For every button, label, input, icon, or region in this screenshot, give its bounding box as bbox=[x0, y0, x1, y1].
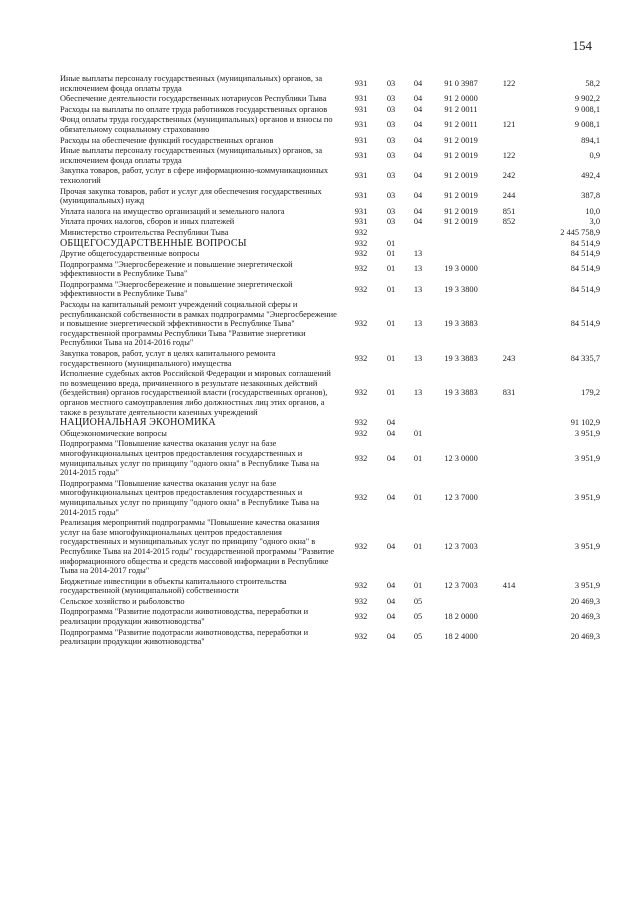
row-subsection: 04 bbox=[413, 104, 423, 114]
row-section: 04 bbox=[386, 453, 396, 463]
row-description: Уплата налога на имущество организаций и земельного налога bbox=[60, 206, 285, 216]
row-amount: 492,4 bbox=[581, 171, 600, 181]
row-section: 01 bbox=[386, 284, 396, 294]
row-target-article: 18 2 0000 bbox=[444, 612, 478, 622]
row-amount: 179,2 bbox=[581, 388, 600, 398]
row-description: Расходы на капитальный ремонт учреждений социальной сферы и республиканской собственности в рамках подпрограммы "Энергосбережение и повышение энергетической эффективности в Республике Тыва" государственной программы Республики Тыва "Развитие энергетики Республики Тыва на 2014-2016 годы" bbox=[60, 300, 337, 348]
row-target-article: 91 2 0011 bbox=[444, 104, 478, 114]
row-subsection: 01 bbox=[413, 581, 423, 591]
row-description: Подпрограмма "Развитие подотрасли животноводства, переработки и реализации продукции животноводства" bbox=[60, 607, 309, 627]
row-ministry-code: 932 bbox=[354, 238, 368, 248]
row-ministry-code: 931 bbox=[354, 120, 368, 130]
row-amount: 3 951,9 bbox=[574, 428, 600, 438]
row-amount: 84 514,9 bbox=[570, 238, 600, 248]
row-subsection: 04 bbox=[413, 217, 423, 227]
row-subsection: 13 bbox=[413, 284, 423, 294]
row-ministry-code: 932 bbox=[354, 319, 368, 329]
row-amount: 9 008,1 bbox=[574, 104, 600, 114]
table-row bbox=[60, 439, 600, 477]
row-ministry-code: 932 bbox=[354, 249, 368, 259]
table-row bbox=[60, 418, 600, 428]
row-section: 01 bbox=[386, 238, 396, 248]
row-description: Подпрограмма "Энергосбережение и повышение энергетической эффективности в Республике Тыва" bbox=[60, 259, 293, 279]
row-target-article: 18 2 4000 bbox=[444, 632, 478, 642]
table-row bbox=[60, 115, 600, 134]
budget-table bbox=[60, 74, 600, 647]
row-expense-type: 244 bbox=[502, 191, 516, 201]
row-description: ОБЩЕГОСУДАРСТВЕННЫЕ ВОПРОСЫ bbox=[60, 237, 247, 249]
row-subsection: 01 bbox=[413, 453, 423, 463]
table-row bbox=[60, 136, 600, 146]
table-row bbox=[60, 300, 600, 348]
row-ministry-code: 932 bbox=[354, 264, 368, 274]
row-description: Бюджетные инвестиции в объекты капитального строительства государственной (муниципальной) собственности bbox=[60, 576, 287, 596]
row-ministry-code: 931 bbox=[354, 150, 368, 160]
row-description: Подпрограмма "Развитие подотрасли животноводства, переработки и реализации продукции животноводства" bbox=[60, 627, 309, 647]
row-section: 04 bbox=[386, 418, 396, 428]
row-target-article: 91 2 0019 bbox=[444, 135, 478, 145]
row-expense-type: 243 bbox=[502, 353, 516, 363]
row-description: Обеспечение деятельности государственных нотариусов Республики Тыва bbox=[60, 94, 327, 104]
page-number: 154 bbox=[572, 38, 592, 53]
row-ministry-code: 931 bbox=[354, 104, 368, 114]
row-amount: 3 951,9 bbox=[574, 453, 600, 463]
row-subsection: 01 bbox=[413, 493, 423, 503]
row-ministry-code: 932 bbox=[354, 632, 368, 642]
row-target-article: 19 3 3883 bbox=[444, 319, 478, 329]
row-amount: 3,0 bbox=[589, 217, 600, 227]
table-row bbox=[60, 228, 600, 238]
row-section: 04 bbox=[386, 542, 396, 552]
row-target-article: 91 2 0019 bbox=[444, 206, 478, 216]
table-row bbox=[60, 260, 600, 279]
row-subsection: 04 bbox=[413, 150, 423, 160]
row-amount: 84 335,7 bbox=[570, 353, 600, 363]
row-amount: 3 951,9 bbox=[574, 493, 600, 503]
row-amount: 84 514,9 bbox=[570, 284, 600, 294]
row-description: Расходы на обеспечение функций государственных органов bbox=[60, 135, 274, 145]
row-subsection: 13 bbox=[413, 353, 423, 363]
row-subsection: 05 bbox=[413, 596, 423, 606]
table-row bbox=[60, 239, 600, 249]
row-section: 03 bbox=[386, 206, 396, 216]
row-expense-type: 831 bbox=[502, 388, 516, 398]
row-description: Общеэкономические вопросы bbox=[60, 428, 167, 438]
row-ministry-code: 931 bbox=[354, 78, 368, 88]
row-section: 03 bbox=[386, 120, 396, 130]
row-description: Расходы на выплаты по оплате труда работников государственных органов bbox=[60, 104, 328, 114]
row-subsection: 01 bbox=[413, 542, 423, 552]
table-row bbox=[60, 479, 600, 517]
row-expense-type: 122 bbox=[502, 150, 516, 160]
row-ministry-code: 932 bbox=[354, 227, 368, 237]
table-row bbox=[60, 597, 600, 607]
row-subsection: 04 bbox=[413, 78, 423, 88]
row-amount: 84 514,9 bbox=[570, 249, 600, 259]
row-amount: 20 469,3 bbox=[570, 596, 600, 606]
row-amount: 3 951,9 bbox=[574, 581, 600, 591]
row-expense-type: 121 bbox=[502, 120, 516, 130]
row-description: Другие общегосударственные вопросы bbox=[60, 249, 200, 259]
row-description: Подпрограмма "Повышение качества оказания услуг на базе многофункциональных центров предоставления государственных и муниципальных услуг по принципу "одного окна" в Республике Тыва на 2014-2015 годы" bbox=[60, 439, 320, 478]
row-expense-type: 851 bbox=[502, 206, 516, 216]
row-section: 03 bbox=[386, 191, 396, 201]
row-section: 03 bbox=[386, 78, 396, 88]
row-description: Подпрограмма "Энергосбережение и повышение энергетической эффективности в Республике Тыва" bbox=[60, 279, 293, 299]
row-subsection: 04 bbox=[413, 206, 423, 216]
row-target-article: 12 3 7003 bbox=[444, 542, 478, 552]
row-description: НАЦИОНАЛЬНАЯ ЭКОНОМИКА bbox=[60, 417, 216, 429]
row-subsection: 04 bbox=[413, 120, 423, 130]
table-row bbox=[60, 628, 600, 647]
row-amount: 10,0 bbox=[585, 206, 600, 216]
row-ministry-code: 932 bbox=[354, 612, 368, 622]
row-subsection: 04 bbox=[413, 171, 423, 181]
row-subsection: 05 bbox=[413, 612, 423, 622]
table-row bbox=[60, 349, 600, 368]
row-description: Подпрограмма "Повышение качества оказания услуг на базе многофункциональных центров предоставления государственных и муниципальных услуг по принципу "одного окна" в Республике Тыва на 2014-2015 годы" bbox=[60, 478, 320, 517]
row-target-article: 19 3 0000 bbox=[444, 264, 478, 274]
row-target-article: 91 2 0019 bbox=[444, 191, 478, 201]
row-expense-type: 122 bbox=[502, 78, 516, 88]
row-ministry-code: 932 bbox=[354, 284, 368, 294]
row-amount: 9 902,2 bbox=[574, 94, 600, 104]
row-ministry-code: 931 bbox=[354, 94, 368, 104]
row-description: Исполнение судебных актов Российской Федерации и мировых соглашений по возмещению вреда, причиненного в результате незаконных действий (бездействия) органов государственной власти (государственных органов), органов местного самоуправления либо должностных лиц этих органов, а также в результате деятельности казенных учреждений bbox=[60, 369, 331, 417]
row-ministry-code: 931 bbox=[354, 217, 368, 227]
row-expense-type: 242 bbox=[502, 171, 516, 181]
row-ministry-code: 931 bbox=[354, 206, 368, 216]
row-target-article: 91 2 0000 bbox=[444, 94, 478, 104]
row-description: Закупка товаров, работ, услуг в сфере информационно-коммуникационных технологий bbox=[60, 166, 329, 185]
table-row bbox=[60, 249, 600, 259]
row-subsection: 01 bbox=[413, 428, 423, 438]
row-ministry-code: 931 bbox=[354, 191, 368, 201]
row-subsection: 05 bbox=[413, 632, 423, 642]
row-description: Фонд оплаты труда государственных (муниципальных) органов и взносы по обязательному социальному страхованию bbox=[60, 115, 333, 134]
row-subsection: 13 bbox=[413, 388, 423, 398]
row-section: 01 bbox=[386, 388, 396, 398]
row-section: 03 bbox=[386, 217, 396, 227]
row-amount: 387,8 bbox=[581, 191, 600, 201]
row-section: 01 bbox=[386, 353, 396, 363]
row-description: Прочая закупка товаров, работ и услуг для обеспечения государственных (муниципальных) нужд bbox=[60, 186, 322, 206]
row-ministry-code: 932 bbox=[354, 388, 368, 398]
row-section: 03 bbox=[386, 150, 396, 160]
row-amount: 20 469,3 bbox=[570, 612, 600, 622]
table-row bbox=[60, 369, 600, 417]
table-row bbox=[60, 577, 600, 596]
table-row bbox=[60, 429, 600, 439]
table-row bbox=[60, 74, 600, 93]
table-row bbox=[60, 187, 600, 206]
row-section: 03 bbox=[386, 94, 396, 104]
row-section: 03 bbox=[386, 135, 396, 145]
row-amount: 0,9 bbox=[589, 150, 600, 160]
row-amount: 3 951,9 bbox=[574, 542, 600, 552]
row-subsection: 13 bbox=[413, 319, 423, 329]
row-target-article: 12 3 7000 bbox=[444, 493, 478, 503]
row-subsection: 13 bbox=[413, 249, 423, 259]
row-subsection: 04 bbox=[413, 94, 423, 104]
row-section: 04 bbox=[386, 581, 396, 591]
row-amount: 84 514,9 bbox=[570, 264, 600, 274]
row-target-article: 19 3 3883 bbox=[444, 388, 478, 398]
row-target-article: 91 0 3987 bbox=[444, 78, 478, 88]
row-section: 03 bbox=[386, 171, 396, 181]
row-subsection: 13 bbox=[413, 264, 423, 274]
row-amount: 58,2 bbox=[585, 78, 600, 88]
row-description: Иные выплаты персоналу государственных (муниципальных) органов, за исключением фонда оплаты труда bbox=[60, 146, 323, 165]
row-amount: 2 445 758,9 bbox=[560, 227, 600, 237]
table-row bbox=[60, 94, 600, 104]
row-description: Реализация мероприятий подпрограммы "Повышение качества оказания услуг на базе многофункциональных центров предоставления государственных и муниципальных услуг по принципу "одного окна" в Республике Тыва на 2014-2015 годы" государственной программы "Развитие информационного общества и средств массовой информации в Республике Тыва на 2014-2017 годы" bbox=[60, 518, 335, 576]
row-section: 03 bbox=[386, 104, 396, 114]
row-target-article: 19 3 3883 bbox=[444, 353, 478, 363]
table-row bbox=[60, 146, 600, 165]
row-section: 01 bbox=[386, 264, 396, 274]
row-description: Министерство строительства Республики Тыва bbox=[60, 227, 229, 237]
table-row bbox=[60, 217, 600, 227]
row-ministry-code: 931 bbox=[354, 135, 368, 145]
table-row bbox=[60, 607, 600, 626]
row-section: 04 bbox=[386, 596, 396, 606]
row-target-article: 91 2 0011 bbox=[444, 120, 478, 130]
row-ministry-code: 932 bbox=[354, 453, 368, 463]
row-target-article: 12 3 0000 bbox=[444, 453, 478, 463]
row-description: Сельское хозяйство и рыболовство bbox=[60, 596, 185, 606]
table-row bbox=[60, 207, 600, 217]
row-section: 01 bbox=[386, 319, 396, 329]
row-ministry-code: 932 bbox=[354, 428, 368, 438]
row-description: Закупка товаров, работ, услуг в целях капитального ремонта государственного (муниципального) имущества bbox=[60, 349, 276, 368]
row-target-article: 91 2 0019 bbox=[444, 150, 478, 160]
row-amount: 20 469,3 bbox=[570, 632, 600, 642]
row-description: Уплата прочих налогов, сборов и иных платежей bbox=[60, 217, 235, 227]
row-section: 01 bbox=[386, 249, 396, 259]
row-section: 04 bbox=[386, 612, 396, 622]
row-amount: 894,1 bbox=[581, 135, 600, 145]
row-amount: 9 008,1 bbox=[574, 120, 600, 130]
row-section: 04 bbox=[386, 493, 396, 503]
row-subsection: 04 bbox=[413, 135, 423, 145]
row-ministry-code: 932 bbox=[354, 353, 368, 363]
row-ministry-code: 932 bbox=[354, 596, 368, 606]
row-ministry-code: 932 bbox=[354, 542, 368, 552]
table-row bbox=[60, 105, 600, 115]
row-target-article: 19 3 3800 bbox=[444, 284, 478, 294]
row-amount: 91 102,9 bbox=[570, 418, 600, 428]
row-expense-type: 852 bbox=[502, 217, 516, 227]
table-row bbox=[60, 280, 600, 299]
row-ministry-code: 932 bbox=[354, 581, 368, 591]
row-expense-type: 414 bbox=[502, 581, 516, 591]
row-section: 04 bbox=[386, 632, 396, 642]
row-description: Иные выплаты персоналу государственных (муниципальных) органов, за исключением фонда оплаты труда bbox=[60, 74, 323, 93]
table-row bbox=[60, 518, 600, 576]
table-row bbox=[60, 166, 600, 185]
row-subsection: 04 bbox=[413, 191, 423, 201]
row-target-article: 91 2 0019 bbox=[444, 171, 478, 181]
row-target-article: 91 2 0019 bbox=[444, 217, 478, 227]
row-ministry-code: 932 bbox=[354, 418, 368, 428]
row-ministry-code: 932 bbox=[354, 493, 368, 503]
row-section: 04 bbox=[386, 428, 396, 438]
row-ministry-code: 931 bbox=[354, 171, 368, 181]
row-target-article: 12 3 7003 bbox=[444, 581, 478, 591]
row-amount: 84 514,9 bbox=[570, 319, 600, 329]
